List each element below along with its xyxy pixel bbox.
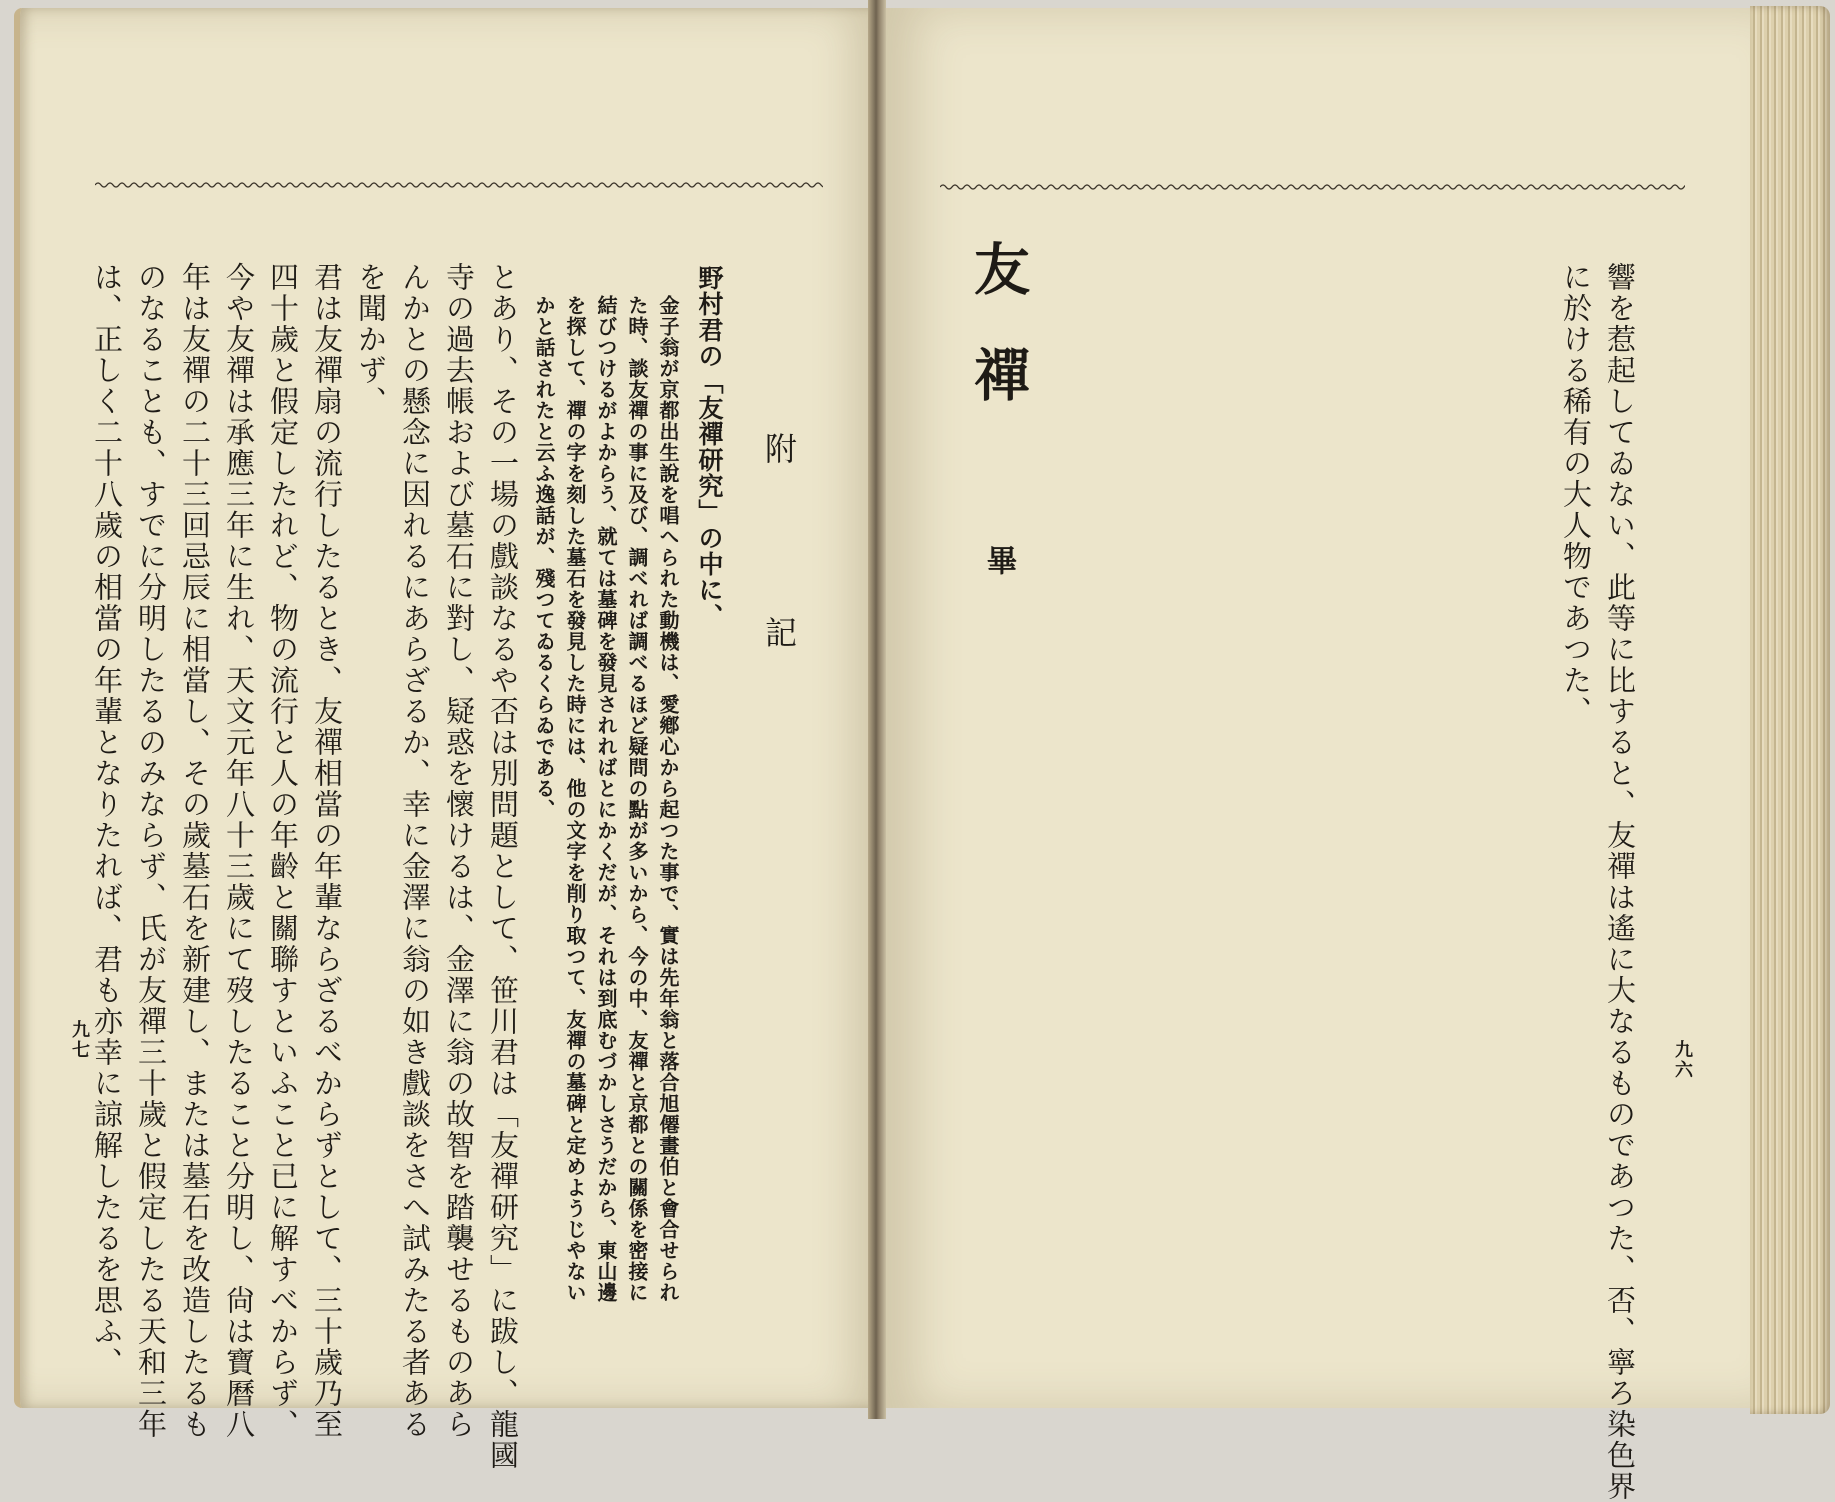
page-number-left: 九七 (69, 1020, 90, 1060)
body-line: に於ける稀有の大人物であつた、 (1559, 262, 1593, 727)
body-line: 響を惹起してゐない、此等に比すると、友禪は遙に大なるものであつた、否、寧ろ染色界 (1603, 262, 1637, 1502)
book-gutter (868, 0, 886, 1419)
body-line: 君は友禪扇の流行したるとき、友禪相當の年輩ならざるべからずとして、三十歲乃至 (310, 262, 344, 1440)
quote-line: を探して、禪の字を刻した墓石を發見した時には、他の文字を削り取つて、友禪の墓碑と定めようじやない (563, 295, 587, 1303)
quote-line: 金子翁が京都出生說を唱へられた動機は、愛鄕心から起つた事で、實は先年翁と落合旭僊畫伯と會合せられ (656, 295, 680, 1303)
body-line: を聞かず、 (354, 262, 388, 417)
page-number-right: 九六 (1672, 1040, 1693, 1080)
section-title: 友禪 (965, 240, 1031, 452)
page-edges (1750, 6, 1830, 1414)
body-line: のなることも、すでに分明したるのみならず、氏が友禪三十歲と假定したる天和三年 (134, 262, 168, 1440)
body-line: は、正しく二十八歲の相當の年輩となりたれば、君も亦幸に諒解したるを思ふ、 (90, 262, 124, 1378)
quote-line: かと話されたと云ふ逸話が、殘つてゐるくらゐである、 (532, 295, 556, 820)
body-line: 四十歲と假定したれど、物の流行と人の年齡と關聯すといふこと已に解すべからず、 (266, 262, 300, 1440)
quote-line: た時、談友禪の事に及び、調べれば調べるほど疑問の點が多いから、今の中、友禪と京都との關係を密接に (625, 295, 649, 1303)
intro-line: 野村君の「友禪研究」の中に、 (695, 265, 724, 629)
body-line: 寺の過去帳および墓石に對し、疑惑を懷けるは、金澤に翁の故智を踏襲せるものあら (442, 262, 476, 1440)
header-wavy-rule-right (940, 180, 1685, 194)
appendix-heading: 附 記 (760, 432, 798, 708)
end-mark: 畢 (981, 545, 1016, 575)
header-wavy-rule-left (95, 178, 823, 192)
quote-line: 結びつけるがよからう、就ては墓碑を發見されればとにかくだが、それは到底むづかしさうだから、東山邊 (594, 295, 618, 1303)
body-line: んかとの懸念に因れるにあらざるか、幸に金澤に翁の如き戲談をさへ試みたる者ある (398, 262, 432, 1440)
body-line: 年は友禪の二十三回忌辰に相當し、その歲墓石を新建し、または墓石を改造したるも (178, 262, 212, 1440)
body-line: 今や友禪は承應三年に生れ、天文元年八十三歲にて歿したること分明し、尙は寶曆八 (222, 262, 256, 1440)
body-line: とあり、その一場の戲談なるや否は別問題として、笹川君は「友禪研究」に跋し、龍國 (486, 262, 520, 1471)
